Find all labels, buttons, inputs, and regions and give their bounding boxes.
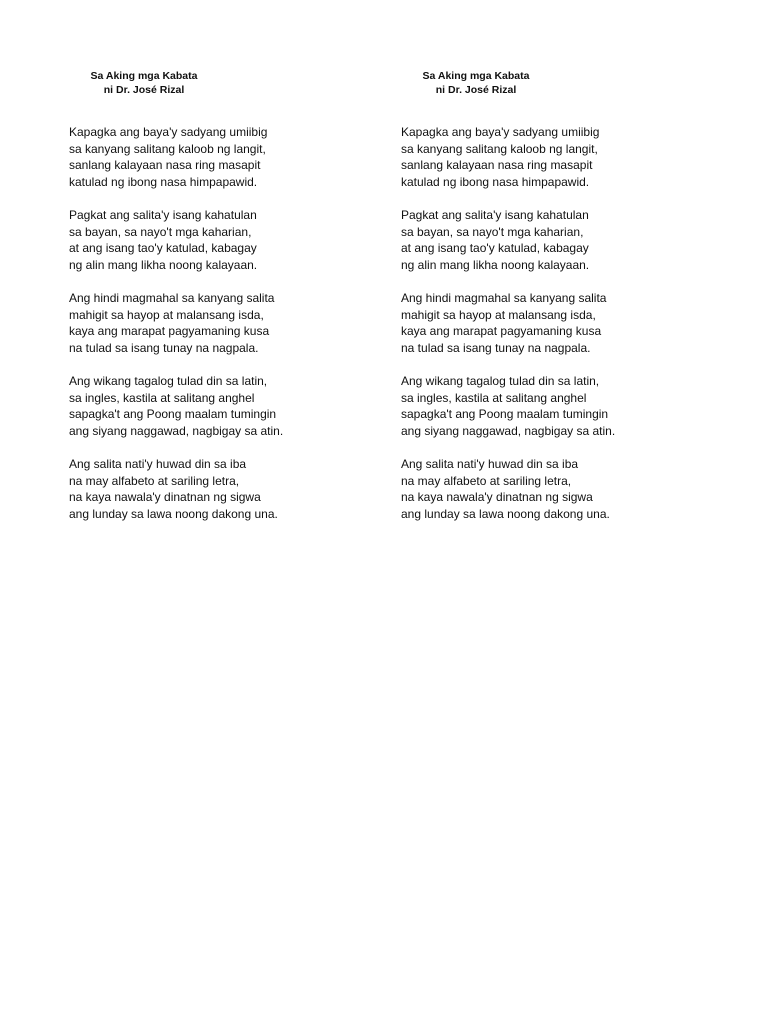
poem-line: at ang isang tao'y katulad, kabagay [401, 241, 589, 255]
poem-line: na kaya nawala'y dinatnan ng sigwa [401, 490, 593, 504]
poem-body [401, 124, 701, 522]
poem-line: mahigit sa hayop at malansang isda, [401, 307, 596, 322]
poem-line: sapagka't ang Poong maalam tumingin [401, 407, 609, 421]
poem-column-right [401, 69, 701, 539]
poem-line: Pagkat ang salita'y isang kahatulan [401, 208, 589, 222]
poem-line: ng alin mang likha noong kalayaan. [69, 257, 258, 272]
poem-author: ni Dr. José Rizal [103, 84, 185, 96]
poem-line: sa ingles, kastila at salitang anghel [401, 390, 587, 405]
poem-line: na tulad sa isang tunay na nagpala. [69, 340, 259, 355]
poem-line: Ang hindi magmahal sa kanyang salita [401, 291, 607, 305]
poem-line: katulad ng ibong nasa himpapawid. [69, 174, 258, 189]
stanza [69, 373, 369, 439]
poem-line: sapagka't ang Poong maalam tumingin [69, 407, 277, 421]
poem-line: ang lunday sa lawa noong dakong una. [69, 506, 278, 521]
poem-line: sanlang kalayaan nasa ring masapit [69, 158, 261, 172]
stanza [69, 290, 369, 356]
poem-body [69, 124, 369, 522]
poem-line: na may alfabeto at sariling letra, [69, 473, 240, 488]
stanza [401, 456, 701, 522]
poem-line: katulad ng ibong nasa himpapawid. [401, 174, 590, 189]
poem-line: Kapagka ang baya'y sadyang umiibig [69, 125, 268, 139]
stanza [401, 124, 701, 190]
poem-line: Ang salita nati'y huwad din sa iba [401, 457, 579, 471]
poem-line: Ang wikang tagalog tulad din sa latin, [401, 374, 600, 388]
poem-line: Ang salita nati'y huwad din sa iba [69, 457, 247, 471]
stanza [69, 124, 369, 190]
poem-line: Pagkat ang salita'y isang kahatulan [69, 208, 257, 222]
poem-line: Ang hindi magmahal sa kanyang salita [69, 291, 275, 305]
stanza [69, 456, 369, 522]
poem-title: Sa Aking mga Kabata [90, 70, 198, 82]
poem-line: kaya ang marapat pagyamaning kusa [401, 324, 602, 338]
poem-line: na tulad sa isang tunay na nagpala. [401, 340, 591, 355]
poem-line: Ang wikang tagalog tulad din sa latin, [69, 374, 268, 388]
poem-line: kaya ang marapat pagyamaning kusa [69, 324, 270, 338]
poem-line: sanlang kalayaan nasa ring masapit [401, 158, 593, 172]
poem-line: ang siyang naggawad, nagbigay sa atin. [69, 423, 284, 438]
poem-line: Kapagka ang baya'y sadyang umiibig [401, 125, 600, 139]
poem-line: sa kanyang salitang kaloob ng langit, [401, 141, 598, 156]
poem-line: ang siyang naggawad, nagbigay sa atin. [401, 423, 616, 438]
poem-line: ng alin mang likha noong kalayaan. [401, 257, 590, 272]
poem-line: mahigit sa hayop at malansang isda, [69, 307, 264, 322]
poem-column-left [69, 69, 369, 539]
poem-line: sa bayan, sa nayo't mga kaharian, [401, 224, 584, 239]
poem-line: sa kanyang salitang kaloob ng langit, [69, 141, 266, 156]
stanza [401, 373, 701, 439]
poem-line: ang lunday sa lawa noong dakong una. [401, 506, 610, 521]
poem-line: na may alfabeto at sariling letra, [401, 473, 572, 488]
poem-author: ni Dr. José Rizal [435, 84, 517, 96]
poem-heading [401, 69, 551, 97]
stanza [69, 207, 369, 273]
poem-line: at ang isang tao'y katulad, kabagay [69, 241, 257, 255]
stanza [401, 290, 701, 356]
poem-title: Sa Aking mga Kabata [422, 70, 530, 82]
poem-line: na kaya nawala'y dinatnan ng sigwa [69, 490, 261, 504]
poem-line: sa bayan, sa nayo't mga kaharian, [69, 224, 252, 239]
stanza [401, 207, 701, 273]
poem-line: sa ingles, kastila at salitang anghel [69, 390, 255, 405]
poem-heading [69, 69, 219, 97]
